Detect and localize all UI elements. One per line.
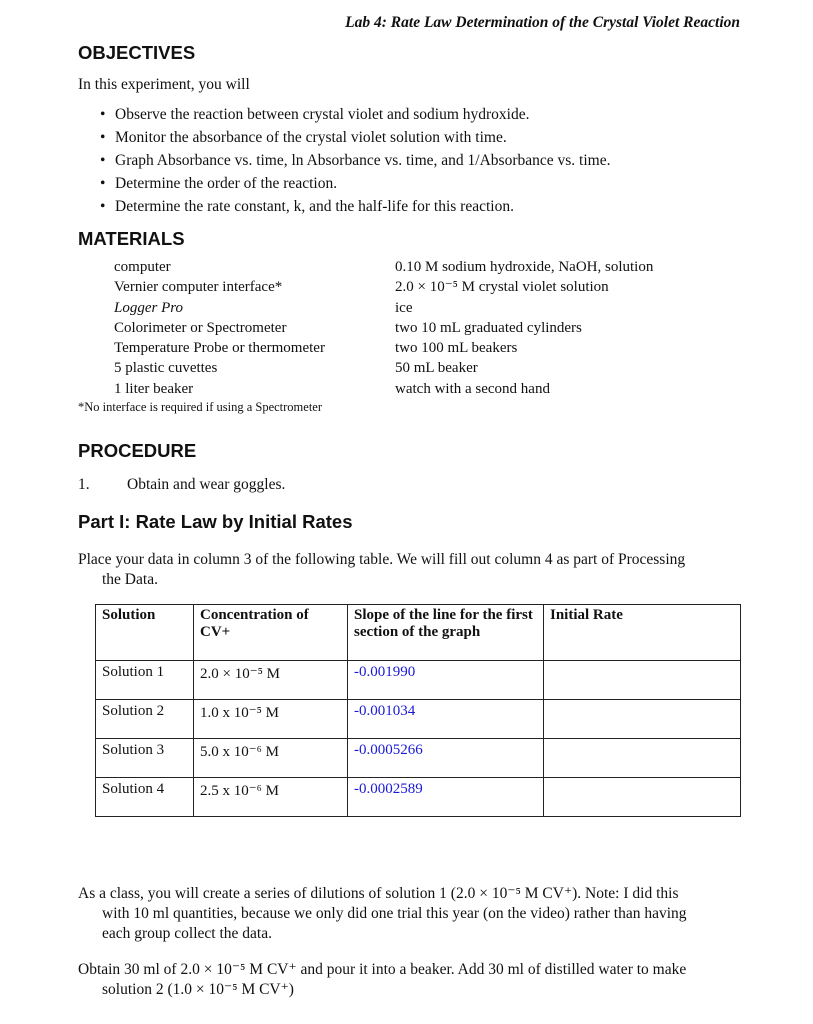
material-item: 50 mL beaker — [395, 360, 478, 377]
part1-instructions — [78, 550, 685, 590]
table-header-cell: Initial Rate — [544, 605, 741, 661]
class-dilution-paragraph — [78, 884, 687, 944]
solution-cell: Solution 1 — [96, 661, 194, 700]
materials-left-column — [114, 257, 325, 399]
procedure-step-text: Obtain and wear goggles. — [127, 476, 286, 493]
paragraph-line: Obtain 30 ml of 2.0 × 10⁻⁵ M CV⁺ and pour it into a beaker. Add 30 ml of distilled water to make — [78, 961, 687, 978]
material-item: 1 liter beaker — [114, 380, 194, 397]
objectives-heading: OBJECTIVES — [78, 42, 196, 63]
objectives-list — [100, 103, 610, 218]
concentration-cell: 5.0 x 10⁻⁶ M — [194, 739, 348, 778]
slope-cell[interactable]: -0.0005266 — [348, 739, 544, 778]
material-item: 5 plastic cuvettes — [114, 360, 218, 377]
table-header-cell: Slope of the line for the first section of the graph — [348, 605, 544, 661]
paragraph-line: As a class, you will create a series of dilutions of solution 1 (2.0 × 10⁻⁵ M CV⁺). Note: I did this — [78, 885, 679, 902]
slope-cell[interactable]: -0.001034 — [348, 700, 544, 739]
objective-item: • Monitor the absorbance of the crystal violet solution with time. — [100, 126, 610, 149]
paragraph-line: with 10 ml quantities, because we only did one trial this year (on the video) rather than having — [102, 905, 687, 922]
materials-heading: MATERIALS — [78, 228, 185, 249]
initial-rate-cell[interactable] — [544, 661, 741, 700]
table-row — [96, 739, 741, 778]
material-item: watch with a second hand — [395, 380, 550, 397]
material-item: Temperature Probe or thermometer — [114, 340, 325, 357]
material-item: two 100 mL beakers — [395, 340, 518, 357]
part1-instruction-line: the Data. — [102, 571, 158, 588]
procedure-heading: PROCEDURE — [78, 440, 197, 461]
concentration-cell: 2.5 x 10⁻⁶ M — [194, 778, 348, 817]
procedure-step-number: 1. — [78, 476, 90, 493]
table-header-cell: Solution — [96, 605, 194, 661]
initial-rate-cell[interactable] — [544, 700, 741, 739]
material-item: 0.10 M sodium hydroxide, NaOH, solution — [395, 259, 654, 275]
paragraph-line: solution 2 (1.0 × 10⁻⁵ M CV⁺) — [102, 981, 294, 998]
data-table — [95, 604, 741, 817]
paragraph-line: each group collect the data. — [102, 925, 272, 942]
material-item: 2.0 × 10⁻⁵ M crystal violet solution — [395, 279, 609, 296]
objective-item: • Graph Absorbance vs. time, ln Absorbance vs. time, and 1/Absorbance vs. time. — [100, 149, 610, 172]
part1-instruction-line: Place your data in column 3 of the following table. We will fill out column 4 as part of Processing — [78, 551, 686, 568]
material-item: Colorimeter or Spectrometer — [114, 319, 287, 336]
table-row — [96, 778, 741, 817]
concentration-cell: 2.0 × 10⁻⁵ M — [194, 661, 348, 700]
material-item: computer — [114, 259, 171, 275]
part1-heading: Part I: Rate Law by Initial Rates — [78, 511, 353, 532]
obtain-paragraph — [78, 960, 686, 1000]
objective-item: • Determine the rate constant, k, and the half-life for this reaction. — [100, 195, 610, 218]
materials-note: *No interface is required if using a Spectrometer — [78, 400, 323, 414]
material-item: Logger Pro — [114, 299, 184, 316]
objective-item: • Observe the reaction between crystal violet and sodium hydroxide. — [100, 103, 610, 126]
solution-cell: Solution 2 — [96, 700, 194, 739]
initial-rate-cell[interactable] — [544, 778, 741, 817]
objective-item: • Determine the order of the reaction. — [100, 172, 610, 195]
document-header-title: Lab 4: Rate Law Determination of the Crystal Violet Reaction — [345, 14, 740, 31]
table-row — [96, 700, 741, 739]
materials-right-column — [395, 257, 653, 399]
concentration-cell: 1.0 x 10⁻⁵ M — [194, 700, 348, 739]
solution-cell: Solution 3 — [96, 739, 194, 778]
solution-cell: Solution 4 — [96, 778, 194, 817]
initial-rate-cell[interactable] — [544, 739, 741, 778]
table-row — [96, 661, 741, 700]
objectives-intro: In this experiment, you will — [78, 76, 250, 93]
material-item: ice — [395, 299, 413, 316]
table-header-row — [96, 605, 741, 661]
slope-cell[interactable]: -0.0002589 — [348, 778, 544, 817]
material-item: Vernier computer interface* — [114, 279, 283, 296]
material-item: two 10 mL graduated cylinders — [395, 319, 582, 336]
slope-cell[interactable]: -0.001990 — [348, 661, 544, 700]
table-header-cell: Concentration of CV+ — [194, 605, 348, 661]
